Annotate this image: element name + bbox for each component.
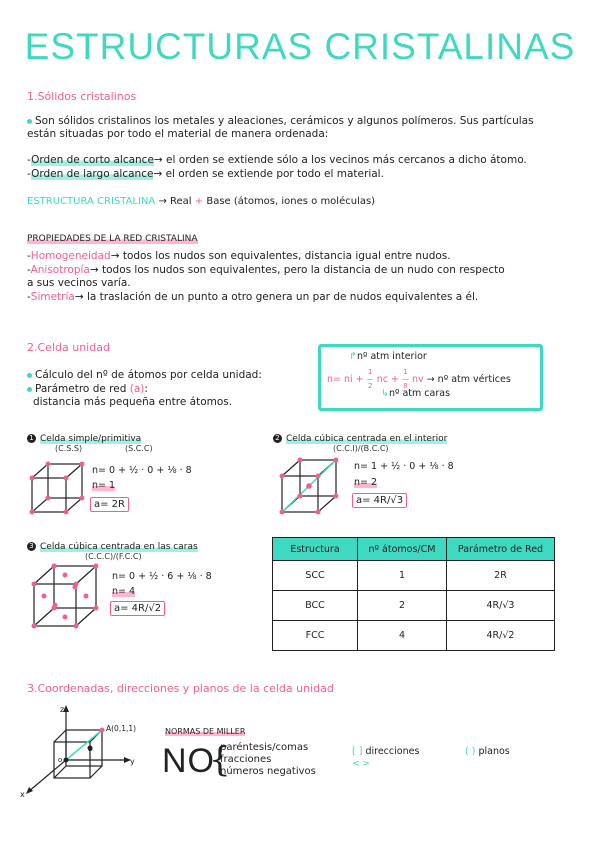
orden-largo-term: Orden de largo alcance — [31, 168, 154, 180]
cell-1-n: n= 1 — [92, 480, 116, 491]
cell-3-title: 3 Celda cúbica centrada en las caras — [27, 540, 198, 554]
formula-box — [318, 344, 543, 411]
rule-2: fracciones — [220, 754, 272, 765]
table-cell: FCC — [273, 621, 358, 651]
table-header-cell: Estructura — [273, 538, 358, 561]
table-header-cell: Parámetro de Red — [447, 538, 555, 561]
table-cell: SCC — [273, 561, 358, 591]
rule-3: números negativos — [220, 766, 316, 777]
ec-term: ESTRUCTURA CRISTALINA — [27, 196, 156, 207]
point-a-label: A(0,1,1) — [106, 724, 137, 733]
table-cell: BCC — [273, 591, 358, 621]
table-cell: 1 — [358, 561, 447, 591]
section-3-heading: 3.Coordenadas, direcciones y planos de la celda unidad — [27, 682, 334, 695]
section-2-heading: 2.Celda unidad — [27, 341, 110, 354]
cell-3-abbr: (C.C.C)/(F.C.C) — [85, 552, 142, 561]
param-def: distancia más pequeña entre átomos. — [33, 396, 233, 408]
cell-1-cube-diagram — [28, 460, 88, 520]
prop-anisotropia: -Anisotropía→ todos los nudos son equivalentes, pero la distancia de un nudo con respecto — [27, 264, 505, 276]
no-label: NO — [162, 742, 215, 780]
section-1-heading: 1.Sólidos cristalinos — [27, 90, 137, 103]
planos-rule: ( ) planos — [465, 746, 510, 757]
structures-table — [272, 537, 555, 651]
cell-1-a: a= 2R — [90, 497, 129, 512]
intro-line-2: están situadas por todo el material de manera ordenada: — [27, 128, 329, 140]
rule-1: paréntesis/comas — [220, 742, 309, 753]
prop-simetria: -Simetría→ la traslación de un punto a otro genera un par de nudos equivalentes a él. — [27, 291, 479, 303]
table-cell: 2R — [447, 561, 555, 591]
cell-2-cube-diagram — [278, 456, 342, 518]
formula-bottom: ↳nº atm caras — [381, 388, 451, 399]
table-header-row — [273, 538, 555, 561]
intro-line-1: Son sólidos cristalinos los metales y aleaciones, cerámicos y algunos polímeros. Sus partículas — [27, 114, 534, 128]
cell-1-equation: n= 0 + ½ · 0 + ⅛ · 8 — [92, 465, 192, 476]
table-cell: 4 — [358, 621, 447, 651]
cell-2-equation: n= 1 + ½ · 0 + ⅛ · 8 — [354, 461, 454, 472]
table-header-cell: nº átomos/CM — [358, 538, 447, 561]
point-b-label: B — [88, 745, 93, 753]
prop-homogeneidad: -Homogeneidad→ todos los nudos son equivalentes, distancia igual entre nudos. — [27, 250, 451, 262]
axis-z-label: z — [60, 705, 65, 714]
coordinate-axes-diagram — [20, 702, 150, 802]
bullet-icon — [27, 373, 32, 378]
orden-corto-term: Orden de corto alcance — [31, 154, 154, 166]
cell-2-abbr: (C.C.I)/(B.C.C) — [333, 444, 389, 453]
axis-x-label: x — [20, 790, 25, 799]
bullet-icon — [27, 387, 32, 392]
bullet-icon — [27, 119, 32, 124]
orden-corto: -Orden de corto alcance→ el orden se extiende sólo a los vecinos más cercanos a dicho átomo. — [27, 154, 527, 166]
orden-largo: -Orden de largo alcance→ el orden se extiende por todo el material. — [27, 168, 384, 180]
prop-anisotropia-2: a sus vecinos varía. — [27, 277, 131, 289]
brace-icon: { — [209, 740, 231, 780]
propiedades-heading: PROPIEDADES DE LA RED CRISTALINA — [27, 234, 198, 244]
cell-3-n: n= 4 — [112, 586, 136, 597]
page-title: ESTRUCTURAS CRISTALINAS — [24, 26, 576, 67]
cell-1-abbr: (C.S.S) — [55, 444, 83, 453]
table-cell: 4R/√2 — [447, 621, 555, 651]
cell-1-abbr-2: (S.C.C) — [125, 444, 153, 453]
cell-1-title: 1 Celda simple/primitiva — [27, 432, 141, 446]
table-cell: 4R/√3 — [447, 591, 555, 621]
param-line: Parámetro de red (a): — [27, 382, 148, 396]
cell-3-a: a= 4R/√2 — [110, 601, 165, 616]
normas-heading: NORMAS DE MILLER — [165, 727, 246, 736]
cell-2-title: 2 Celda cúbica centrada en el interior — [273, 432, 447, 446]
formula-top: ↱nº atm interior — [349, 351, 427, 362]
cell-3-equation: n= 0 + ½ · 6 + ⅛ · 8 — [112, 571, 212, 582]
table-row — [273, 591, 555, 621]
axis-y-label: y — [130, 757, 135, 766]
table-row — [273, 621, 555, 651]
calc-line: Cálculo del nº de átomos por celda unidad: — [27, 368, 262, 382]
formula-main: n= ni + 1 — 2 nc + 1 — 8 nv → nº atm vértices — [327, 368, 511, 390]
cell-2-n: n= 2 — [354, 477, 378, 488]
table-row — [273, 561, 555, 591]
table-cell: 2 — [358, 591, 447, 621]
direcciones-rule: [ ] direcciones — [352, 746, 420, 757]
cell-3-cube-diagram — [30, 562, 102, 632]
direcciones-family-symbol: < > — [352, 759, 370, 769]
cell-2-a: a= 4R/√3 — [352, 493, 407, 508]
estructura-cristalina: ESTRUCTURA CRISTALINA → Real + Base (átomos, iones o moléculas) — [27, 196, 376, 207]
point-o-label: o — [58, 756, 63, 764]
